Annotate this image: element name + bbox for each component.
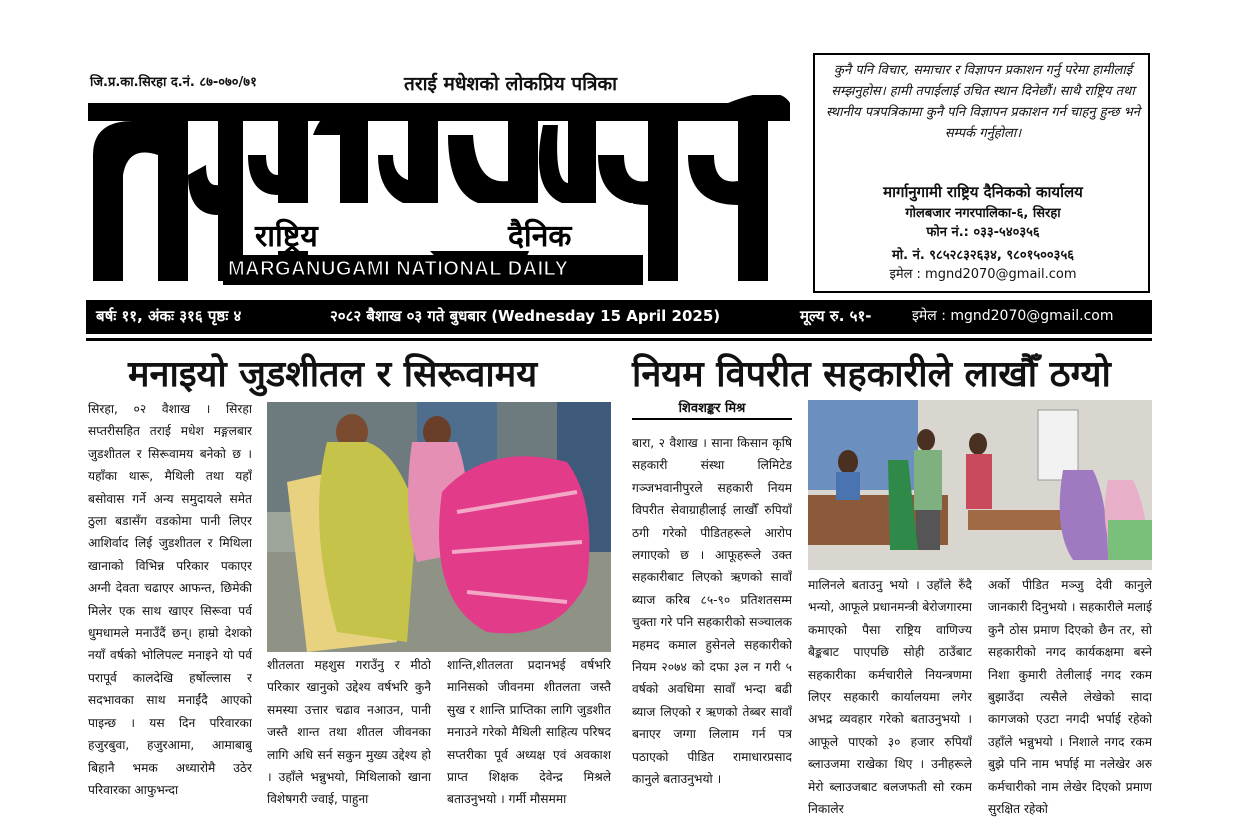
story1-column-3: शान्ति,शीतलता प्रदानभई वर्षभरि मानिसको जीवनमा शीतलता जस्तै सुख र शान्ति प्राप्तिका लागि जुडशीत मनाउने गरेको मैथिली साहित्य परिषद सप्तरीका पूर्व अध्यक्ष एवं अवकाश प्राप्त शिक्षक देवेन्द्र मिश्रले बताउनुभयो । गर्मी मौसममा [447,658,611,807]
office-name: मार्गानुगामी राष्ट्रिय दैनिकको कार्यालय [883,183,1083,201]
masthead-logo [88,95,790,285]
story2-byline: शिवशङ्कर मिश्र [632,398,792,420]
masthead-tagline: तराई मधेशको लोकप्रिय पत्रिका [404,73,618,95]
story2-headline: नियम विपरीत सहकारीले लाखौँ ठग्यो [632,354,1111,395]
story2-column-2: मालिनले बताउनु भयो । उहाँले रुँदै भन्यो, आफूले प्रधानमन्त्री बेरोजगारमा कमाएको पैसा राष्ट्रिय वाणिज्य बैङ्कबाट पाएपछि सोही ठाउँबाट सहकारीका कर्मचारीले नियन्त्रणमा लिएर सहकारी कार्यालयमा लगेर अभद्र व्यवहार गरेको बताउनुभयो । आफूले पाएको ३० हजार रुपियाँ ब्लाउजमा राखेका थिए । उनीहरूले मेरो ब्लाउजबाट बलजफती सो रकम निकालेर [808,578,972,817]
story1-headline: मनाइयो जुडशीतल र सिरूवामय [128,354,538,395]
meeting-photo [808,400,1152,570]
office-address: गोलबजार नगरपालिका-६, सिरहा [905,206,1061,221]
masthead-english-name: MARGANUGAMI NATIONAL DAILY [228,258,569,280]
registration-number: जि.प्र.का.सिरहा द.नं. ८७-०७०/७१ [90,75,257,90]
office-mobile: मो. नं. ९८५२८३२६३४, ९८०१५००३५६ [892,248,1074,263]
masthead-subtitle-dainik: दैनिक [508,219,572,254]
story1-column-2: शीतलता महशुस गराउँनु र मीठो परिकार खानुको उद्देश्य वर्षभरि कुनै समस्या उत्तार चढाव नआउन, पानी जस्तै शान्त तथा शीतल जीवनका लागि अधि सर्न सकुन मुख्य उद्देश्य हो । उहाँले भन्नुभयो, मिथिलाको खाना विशेषगरी ज्वाई, पाहुना [267,658,431,807]
issue-date: २०८२ बैशाख ०३ गते बुधबार (Wednesday 15 April 2025) [330,307,721,325]
advertising-notice: कुनै पनि विचार, समाचार र विज्ञापन प्रकाशन गर्नु परेमा हामीलाई सम्झनुहोस। हामी तपाईलाई उचित स्थान दिनेछौं। साथै राष्ट्रिय तथा स्थानीय पत्रपत्रिकामा कुनै पनि विज्ञापन प्रकाशन गर्न चाहनु हुन्छ भने सम्पर्क गर्नुहोला। [826,63,1140,141]
issue-price: मूल्य रु. ५१- [800,307,872,325]
story2-column-1: बारा, २ वैशाख । साना किसान कृषि सहकारी संस्था लिमिटेड गञ्जभवानीपुरले सहकारी नियम विपरीत सेवाग्राहीलाई लाखौँ रुपियाँ ठगी गरेको पीडितहरूले आरोप लगाएको छ । आफूहरूले उक्त सहकारीबाट लिएको ऋणको सावाँ ब्याज करिब ८५-९० प्रतिशतसम्म चुक्ता गरे पनि सहकारीको सञ्चालक महमद कमाल हुसेनले सहकारीको नियम २०७४ को दफा ३ल न गरी ५ वर्षको अवधिमा सावाँ भन्दा बढी ब्याज लिएको र ऋणको तेब्बर सावाँ बनाएर जग्गा लिलाम गर्न पत्र पठाएको पीडित रामाधारप्रसाद कानुले बताउनुभयो । [632,436,792,787]
info-bar-email: इमेल : mgnd2070@gmail.com [912,308,1114,324]
story2-column-3: अर्को पीडित मञ्जु देवी कानुले जानकारी दिनुभयो । सहकारीले मलाई कुनै ठोस प्रमाण दिएको छैन तर, सो सहकारीको नगद कार्यकक्षमा बस्ने निशा कुमारी तेलीलाई नगद रकम बुझाउँदा त्यसैले लेखेको सादा कागजको एउटा नगदी भर्पाई रहेको उहाँले भन्नुभयो । निशाले नगद रकम बुझे पनि नाम भर्पाई मा नलेखेर अरु कर्मचारीको नाम लेखेर दिएको प्रमाण सुरक्षित रहेको [988,578,1152,817]
office-contact [816,204,1150,284]
office-phone: फोन नं.: ०३३-५४०३५६ [926,225,1040,240]
story1-column-1: सिरहा, ०२ वैशाख । सिरहा सप्तरीसहित तराई मधेश मङ्गलबार जुडशीतल र सिरूवामय बनेको छ । यहाँका थारू, मैथिली तथा यहाँ बसोवास गर्ने अन्य समुदायले समेत ठुला बडासँग वडकोमा पानी लिएर आशिर्वाद लिई जुडशीतल र मिथिला खानाको विभिन्न परिकार पकाएर अग्नी देवता चढाएर आफन्त, छिमेकी मिलेर एक साथ खाएर सिरूवा पर्व धुमधामले मनाउँदैं छन्। हाम्रो देशको नयाँ वर्षको भोलिपल्ट मनाइने यो पर्व परापूर्व कालदेखि हर्षोल्लास र सदभावका साथ मनाईंदै आएको पाइन्छ । यस दिन परिवारका हजुरबुवा, हजुरआमा, आमाबाबु बिहानै भमक अध्यारोमै उठेर परिवारका आफुभन्दा [88,402,252,797]
festival-photo [267,402,611,652]
office-email: इमेल : mgnd2070@gmail.com [889,267,1077,282]
issue-info-bar [86,300,1152,334]
divider-rule [86,338,1152,341]
issue-number: बर्षः ११, अंकः ३१६ पृष्ठः ४ [96,307,242,325]
masthead-subtitle-rashtriya: राष्ट्रिय [255,219,318,254]
